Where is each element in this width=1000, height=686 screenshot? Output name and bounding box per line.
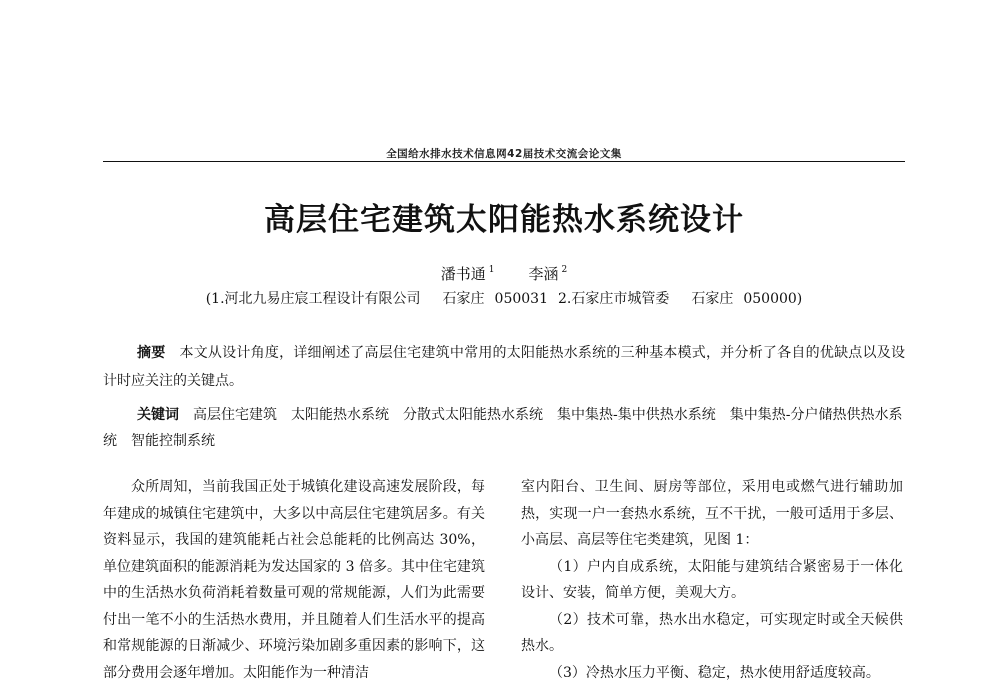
- keyword: 集中集热-集中供热水系统: [557, 407, 716, 423]
- affiliation-zip-1: 050031: [495, 291, 548, 307]
- keyword: 智能控制系统: [131, 433, 215, 449]
- keyword: 高层住宅建筑: [193, 407, 277, 423]
- affiliation-city-1: 石家庄: [443, 291, 485, 307]
- affiliation-org-1: 河北九易庄宸工程设计有限公司: [225, 291, 421, 307]
- abstract-label: 摘要: [137, 345, 165, 361]
- keyword: 集中集热-分户储热供热水系统: [103, 407, 902, 449]
- author-2: [529, 263, 568, 284]
- abstract-text: 本文从设计角度，详细阐述了高层住宅建筑中常用的太阳能热水系统的三种基本模式，并分析了各自的优缺点以及设计时应关注的关键点。: [103, 345, 905, 389]
- keyword: 太阳能热水系统: [291, 407, 389, 423]
- body-left-column: [103, 474, 485, 686]
- body-paragraph: 室内阳台、卫生间、厨房等部位，采用电或燃气进行辅助加热，实现一户一套热水系统，互不干扰，一般可适用于多层、小高层、高层等住宅类建筑，见图 1：: [521, 474, 903, 554]
- affiliation-city-2: 石家庄: [691, 291, 733, 307]
- paper-title: 高层住宅建筑太阳能热水系统设计: [103, 194, 905, 239]
- header-rule: [103, 161, 905, 162]
- body-paragraph: 众所周知，当前我国正处于城镇化建设高速发展阶段，每年建成的城镇住宅建筑中，大多以中高层住宅建筑居多。有关资料显示，我国的建筑能耗占社会总能耗的比例高达 30%，单位建筑面积的能源消耗为发达国家的 3 倍多。其中住宅建筑中的生活热水负荷消耗着数量可观的常规能源，人们为此需要付出一笔不小的生活热水费用，并且随着人们生活水平的提高和常规能源的日渐减少、环境污染加剧多重因素的影响下，这部分费用会逐年增加。太阳能作为一种清洁: [103, 474, 485, 686]
- keywords: [103, 402, 905, 454]
- keyword: 分散式太阳能热水系统: [403, 407, 543, 423]
- body-paragraph: （2）技术可靠，热水出水稳定，可实现定时或全天候供热水。: [521, 607, 903, 660]
- affiliation-open: (1.: [206, 291, 225, 307]
- body-paragraph: （1）户内自成系统，太阳能与建筑结合紧密易于一体化设计、安装，简单方便，美观大方。: [521, 554, 903, 607]
- affiliations: [103, 288, 905, 308]
- author-name: 潘书通: [441, 265, 486, 283]
- keywords-label: 关键词: [137, 407, 179, 423]
- affiliation-org-2: 2.石家庄市城管委: [558, 291, 669, 307]
- body-right-column: [521, 474, 903, 686]
- author-affiliation-mark: 2: [562, 265, 568, 275]
- author-1: [441, 263, 495, 284]
- running-header: 全国给水排水技术信息网42届技术交流会论文集: [103, 146, 905, 161]
- author-affiliation-mark: 1: [489, 265, 495, 275]
- affiliation-zip-2: 050000): [743, 291, 802, 307]
- author-list: [103, 263, 905, 284]
- abstract: [103, 339, 905, 395]
- author-name: 李涵: [529, 265, 559, 283]
- body-paragraph: （3）冷热水压力平衡、稳定，热水使用舒适度较高。: [521, 660, 903, 686]
